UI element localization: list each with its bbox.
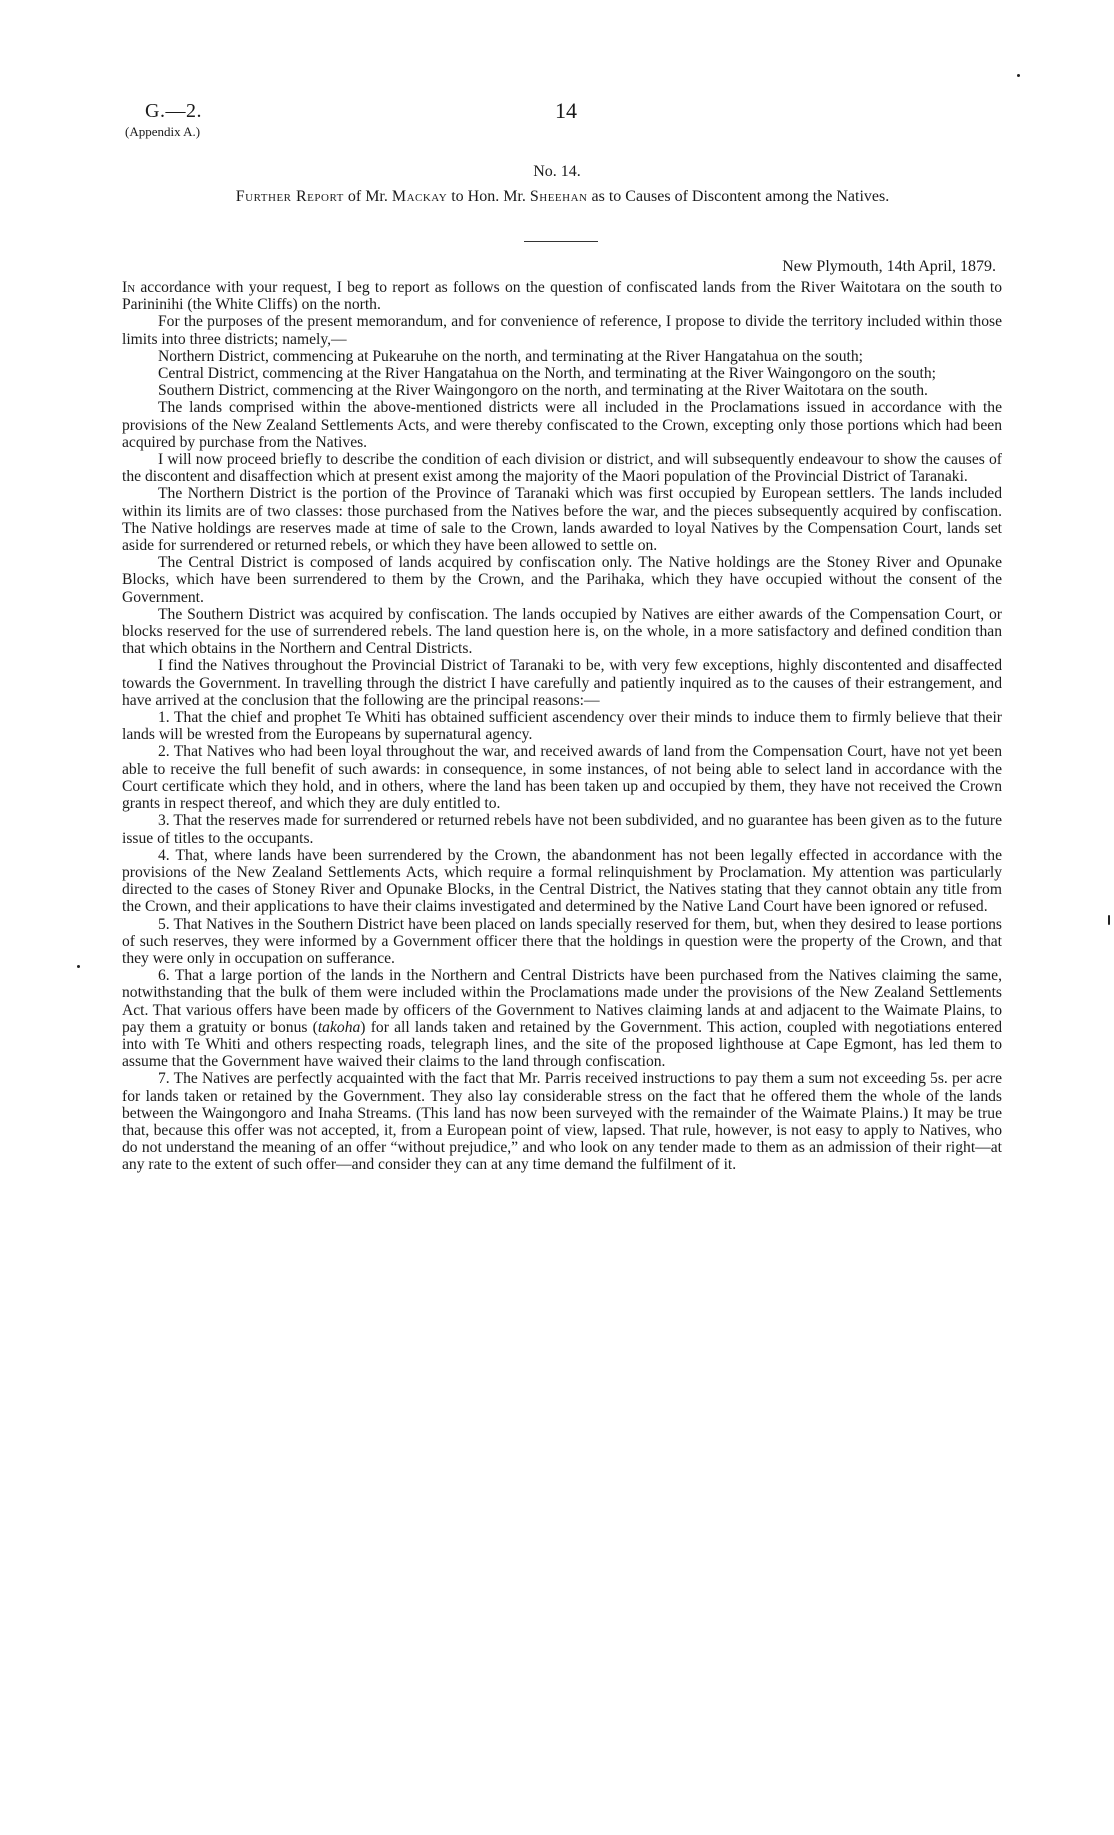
reason-item: 3. That the reserves made for surrendered or returned rebels have not been subdivided, and no guarantee has been given as to the future issue of titles to the occupants.: [122, 812, 1002, 847]
title-divider: [524, 241, 598, 242]
reason-item: 1. That the chief and prophet Te Whiti has obtained sufficient ascendency over their minds to induce them to firmly believe that their lands will be wrested from the Europeans by supernatural agency.: [122, 709, 1002, 744]
title-to: to Hon. Mr.: [447, 188, 530, 205]
paragraph: Central District, commencing at the River Hangatahua on the North, and terminating at the River Waingongoro on the south;: [158, 365, 936, 383]
document-body: [122, 279, 1002, 1174]
header-appendix: (Appendix A.): [125, 124, 201, 139]
title-recipient: Sheehan: [529, 188, 588, 205]
paragraph: The lands comprised within the above-mentioned districts were all included in the Proclamations issued in accordance with the provisions of the New Zealand Settlements Acts, and were thereby confiscated to the Crown, excepting only those portions which had been acquired by purchase from the Natives.: [122, 399, 1002, 451]
reason-item: 4. That, where lands have been surrendered by the Crown, the abandonment has not been legally effected in accordance with the provisions of the New Zealand Settlements Acts, which require a formal relinquishment by Proclamation. My attention was particularly directed to the cases of Stoney River and Opunake Blocks, in the Central District, the Natives stating that they cannot obtain any title from the Crown, and their applications to have their claims investigated and determined by the Native Land Court have been ignored or refused.: [122, 846, 1002, 916]
document-number: No. 14.: [533, 163, 581, 180]
reason-text: ) for all lands taken and retained by the Government. This action, coupled with negotiations entered into with Te Whiti and others respecting roads, telegraph lines, and the site of the proposed lighthouse at Cape Egmont, has led them to assume that the Government have waived their claims to the land through confiscation.: [122, 1018, 1002, 1071]
scan-mark: [1108, 915, 1110, 925]
paragraph-text: accordance with your request, I beg to report as follows on the question of confiscated lands from the River Waitotara on the south to Parininihi (the White Cliffs) on the north.: [122, 279, 1002, 314]
paragraph: [122, 279, 1002, 313]
reason-item: [122, 967, 1002, 1070]
title-author: Mackay: [391, 188, 448, 205]
title-prefix: Further Report: [235, 188, 344, 205]
paragraph: Southern District, commencing at the River Waingongoro on the north, and terminating at the River Waitotara on the south.: [158, 382, 928, 400]
reason-item: 5. That Natives in the Southern District have been placed on lands specially reserved for them, but, when they desired to lease portions of such reserves, they were informed by a Government officer there that the holdings in question were the property of the Crown, and that they were only in occupation on sufferance.: [122, 915, 1002, 967]
header-reference: G.—2.: [145, 100, 202, 122]
paragraph-lead: In: [122, 279, 136, 296]
paragraph: I find the Natives throughout the Provincial District of Taranaki to be, with very few exceptions, highly discontented and disaffected towards the Government. In travelling through the district I have carefully and patiently inquired as to the causes of their estrangement, and have arrived at the conclusion that the following are the principal reasons:—: [122, 657, 1002, 709]
paragraph: Northern District, commencing at Pukearuhe on the north, and terminating at the River Hangatahua on the south;: [158, 347, 863, 365]
reason-italic-term: takoha: [317, 1018, 361, 1036]
paragraph: I will now proceed briefly to describe the condition of each division or district, and will subsequently endeavour to show the causes of the discontent and disaffection which at present exist among the majority of the Maori population of the Provincial District of Taranaki.: [122, 451, 1002, 486]
paragraph: The Southern District was acquired by confiscation. The lands occupied by Natives are either awards of the Compensation Court, or blocks reserved for the use of surrendered rebels. The land question here is, on the whole, in a more satisfactory and defined condition than that which obtains in the Northern and Central Districts.: [122, 605, 1002, 658]
reason-item: 7. The Natives are perfectly acquainted with the fact that Mr. Parris received instructions to pay them a sum not exceeding 5s. per acre for lands taken or retained by the Government. They also lay considerable stress on the fact that he offered them the whole of the lands between the Waingongoro and Inaha Streams. (This land has now been surveyed with the remainder of the Waimate Plains.) It may be true that, because this offer was not accepted, it, from a European point of view, lapsed. That rule, however, is not easy to apply to Natives, who do not understand the meaning of an offer “without prejudice,” and who look on any tender made to them as an admission of their right—at any rate to the extent of such offer—and consider they can at any time demand the fulfilment of it.: [122, 1070, 1002, 1174]
title-rest: as to Causes of Discontent among the Natives.: [587, 188, 890, 205]
document-title: [120, 187, 1005, 207]
title-of: of Mr.: [343, 188, 392, 205]
scan-speck: [1017, 74, 1020, 77]
paragraph: The Northern District is the portion of the Province of Taranaki which was first occupied by European settlers. The lands included within its limits are of two classes: those purchased from the Natives before the war, and the pieces subsequently acquired by confiscation. The Native holdings are reserves made at time of sale to the Crown, lands awarded to loyal Natives by the Compensation Court, lands set aside for surrendered or returned rebels, or which they have been allowed to settle on.: [122, 485, 1002, 555]
page-number: 14: [555, 98, 577, 123]
scan-speck: [77, 965, 80, 968]
reason-item: 2. That Natives who had been loyal throughout the war, and received awards of land from the Compensation Court, have not yet been able to receive the full benefit of such awards: in consequence, in some instances, of not being able to select land in accordance with the Court certificate which they hold, and in others, where the land has been taken up and occupied by them, they have not received the Crown grants in respect thereof, and which they are duly entitled to.: [122, 743, 1002, 813]
dateline: New Plymouth, 14th April, 1879.: [782, 258, 996, 275]
paragraph: For the purposes of the present memorandum, and for convenience of reference, I propose to divide the territory included within those limits into three districts; namely,—: [122, 313, 1002, 348]
paragraph: The Central District is composed of lands acquired by confiscation only. The Native holdings are the Stoney River and Opunake Blocks, which have been surrendered to them by the Crown, and the Parihaka, which they have occupied without the consent of the Government.: [122, 554, 1002, 606]
reason-text: 6. That a large portion of the lands in the Northern and Central Districts have been purchased from the Natives claiming the same, notwithstanding that the bulk of them were included within the Proclamations made under the provisions of the New Zealand Settlements Act. That various offers have been made by officers of the Government to Natives claiming lands at and adjacent to the Waimate Plains, to pay them a gratuity or bonus (: [122, 967, 1002, 1036]
